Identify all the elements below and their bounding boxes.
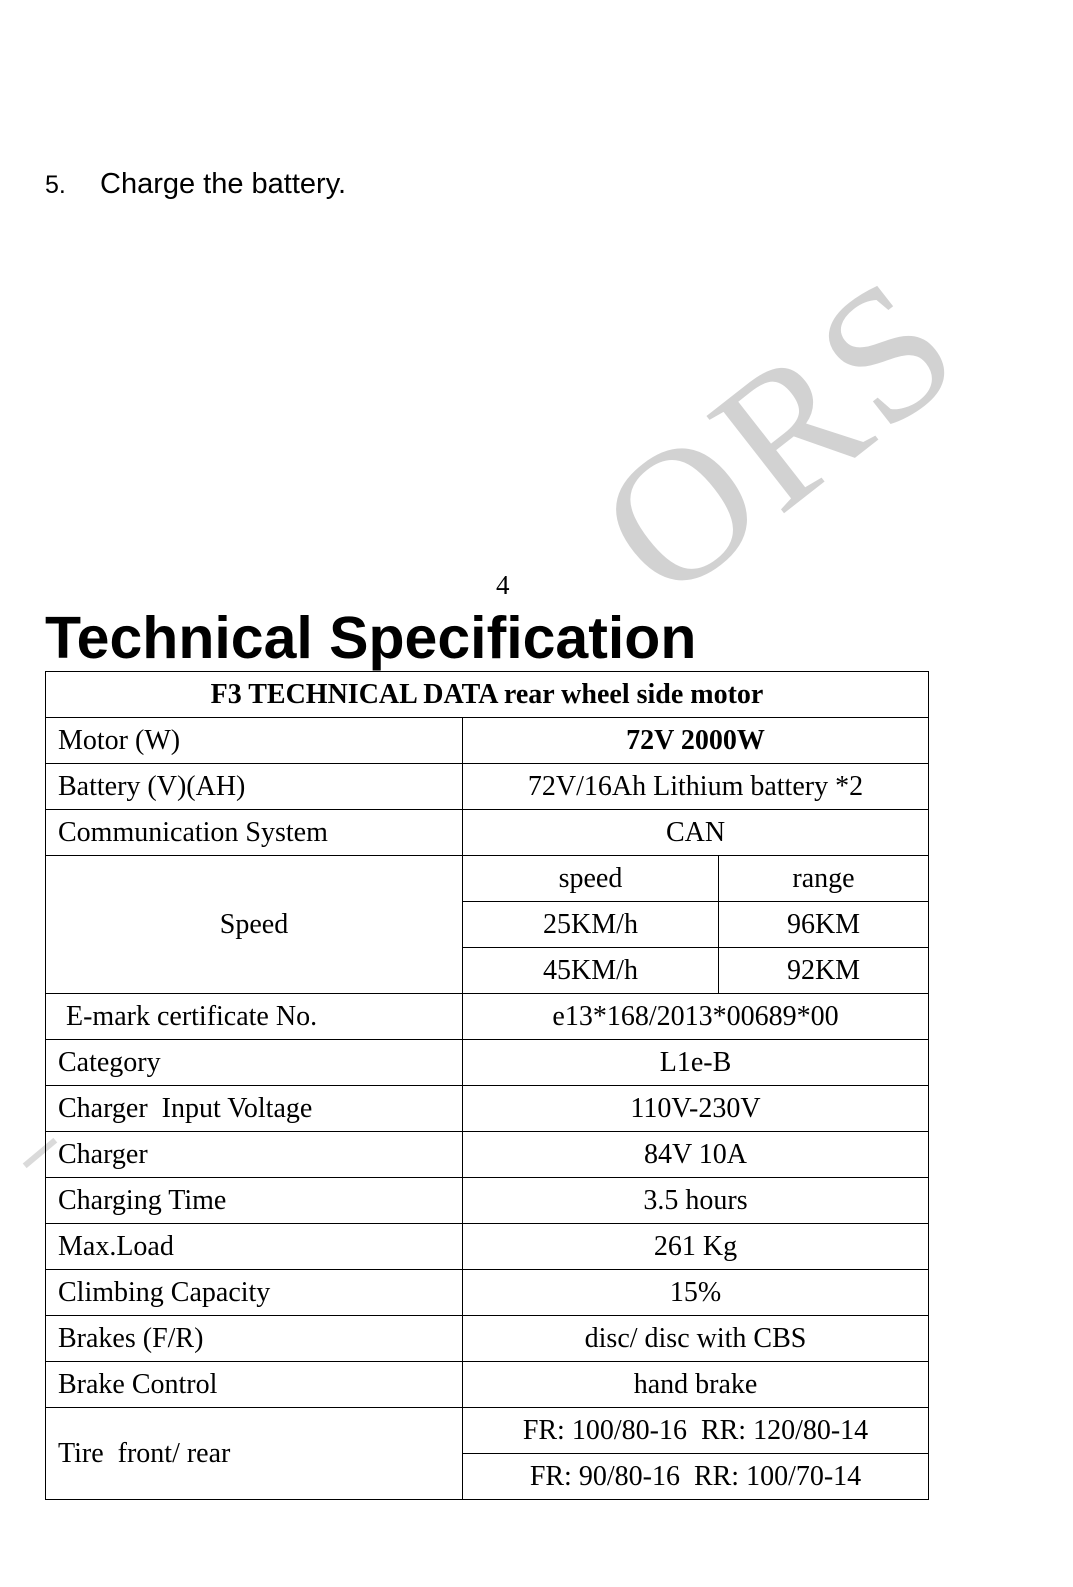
- table-row: [46, 1132, 929, 1178]
- speed-col-header: speed: [463, 856, 719, 902]
- table-row: [46, 856, 929, 902]
- table-row: [46, 1270, 929, 1316]
- page-title: Technical Specification: [45, 605, 697, 671]
- row-label: E-mark certificate No.: [46, 994, 463, 1040]
- row-value: 110V-230V: [463, 1086, 929, 1132]
- speed-value: 25KM/h: [463, 902, 719, 948]
- row-label: Max.Load: [46, 1224, 463, 1270]
- table-row: [46, 1362, 929, 1408]
- table-row: [46, 718, 929, 764]
- row-label: Brakes (F/R): [46, 1316, 463, 1362]
- row-value: 3.5 hours: [463, 1178, 929, 1224]
- page-number: 4: [496, 570, 510, 600]
- row-value: FR: 100/80-16 RR: 120/80-14: [463, 1408, 929, 1454]
- step-text: Charge the battery.: [100, 168, 347, 200]
- row-value: 261 Kg: [463, 1224, 929, 1270]
- row-value: 72V/16Ah Lithium battery *2: [463, 764, 929, 810]
- table-row: [46, 1178, 929, 1224]
- spec-table: [45, 671, 929, 1500]
- table-row: [46, 1086, 929, 1132]
- row-value: e13*168/2013*00689*00: [463, 994, 929, 1040]
- table-row: [46, 1408, 929, 1454]
- table-row: [46, 994, 929, 1040]
- row-value: hand brake: [463, 1362, 929, 1408]
- row-value: 72V 2000W: [463, 718, 929, 764]
- row-label: Charging Time: [46, 1178, 463, 1224]
- watermark-text: ORS: [562, 234, 998, 639]
- table-row: [46, 810, 929, 856]
- table-row: [46, 1224, 929, 1270]
- table-row: [46, 1040, 929, 1086]
- row-label: Brake Control: [46, 1362, 463, 1408]
- speed-label: Speed: [46, 856, 463, 994]
- row-label: Category: [46, 1040, 463, 1086]
- row-label: Charger Input Voltage: [46, 1086, 463, 1132]
- row-label: Charger: [46, 1132, 463, 1178]
- step-number: 5.: [45, 171, 66, 199]
- row-value: CAN: [463, 810, 929, 856]
- table-row: [46, 1316, 929, 1362]
- range-col-header: range: [719, 856, 929, 902]
- row-label: Communication System: [46, 810, 463, 856]
- row-value: 15%: [463, 1270, 929, 1316]
- row-value: 84V 10A: [463, 1132, 929, 1178]
- table-header-row: [46, 672, 929, 718]
- row-label: Battery (V)(AH): [46, 764, 463, 810]
- row-label: Motor (W): [46, 718, 463, 764]
- step-item: [45, 168, 346, 201]
- row-label: Tire front/ rear: [46, 1408, 463, 1500]
- row-label: Climbing Capacity: [46, 1270, 463, 1316]
- speed-value: 45KM/h: [463, 948, 719, 994]
- row-value: FR: 90/80-16 RR: 100/70-14: [463, 1454, 929, 1500]
- table-header: F3 TECHNICAL DATA rear wheel side motor: [46, 672, 929, 718]
- table-row: [46, 764, 929, 810]
- range-value: 92KM: [719, 948, 929, 994]
- row-value: L1e-B: [463, 1040, 929, 1086]
- row-value: disc/ disc with CBS: [463, 1316, 929, 1362]
- range-value: 96KM: [719, 902, 929, 948]
